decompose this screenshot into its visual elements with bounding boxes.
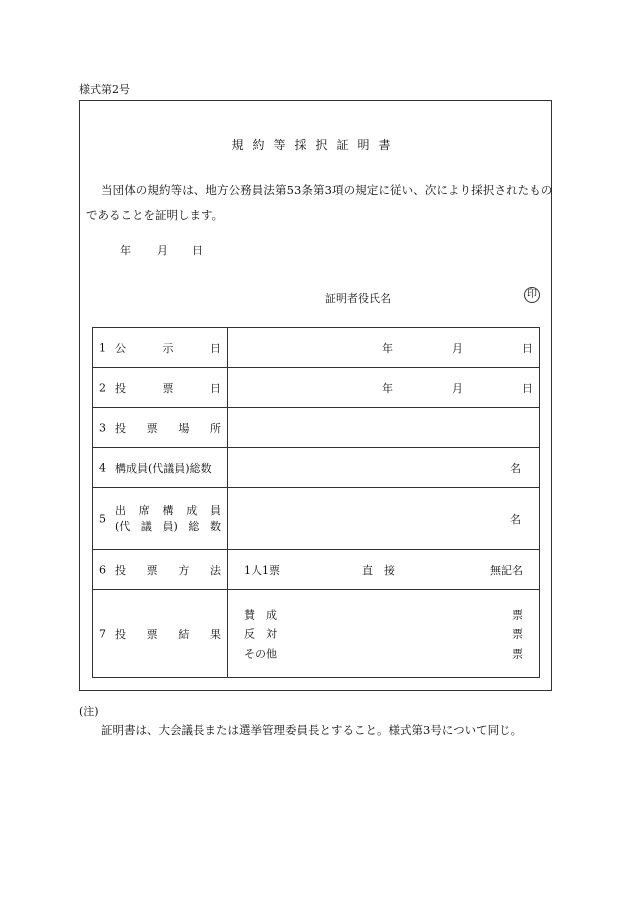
label-char: 示 xyxy=(162,341,174,355)
label-char: 票 xyxy=(146,563,158,577)
document-title: 規約等採択証明書 xyxy=(231,138,400,152)
year-label: 年 xyxy=(382,381,393,395)
row-label xyxy=(115,380,221,396)
label-char: 票 xyxy=(162,381,174,395)
row-label-cell xyxy=(93,550,228,590)
details-table xyxy=(92,327,540,678)
month-label: 月 xyxy=(452,381,463,395)
attending-members-field[interactable] xyxy=(228,488,540,550)
unit-label: 票 xyxy=(512,608,523,621)
row-label-cell xyxy=(93,448,228,488)
row-label xyxy=(115,340,221,356)
label-char: 日 xyxy=(210,381,221,395)
seal-mark: 印 xyxy=(524,287,540,303)
label-char: 投 xyxy=(115,381,126,395)
label-char: 投 xyxy=(115,421,126,435)
unit-label: 票 xyxy=(512,627,523,641)
table-row xyxy=(93,408,540,448)
label-char: 議 xyxy=(140,519,152,533)
date-year: 年 xyxy=(120,244,131,257)
row-number: 4 xyxy=(99,461,106,474)
table-row xyxy=(93,448,540,488)
label-char: 総 xyxy=(188,519,200,533)
label-char: 票 xyxy=(146,627,158,641)
label-char: 投 xyxy=(115,627,126,641)
table-row xyxy=(93,590,540,678)
label-char: (代 xyxy=(115,519,131,533)
label-char: 構 xyxy=(162,503,174,517)
statement-line-1: 当団体の規約等は、地方公務員法第53条第3項の規定に従い、次により採択されたもの xyxy=(101,183,553,197)
notes-heading: (注) xyxy=(79,705,99,718)
row-label xyxy=(115,420,221,436)
label-char: 公 xyxy=(115,341,126,355)
label-char: 果 xyxy=(209,627,221,641)
row-label-cell xyxy=(93,368,228,408)
date-day: 日 xyxy=(192,244,203,257)
label-char: 席 xyxy=(138,503,150,517)
table-row xyxy=(93,328,540,368)
result-other-label: その他 xyxy=(244,647,277,660)
voting-method-field xyxy=(228,550,540,590)
row-label: 構成員(代議員)総数 xyxy=(115,461,212,475)
label-char: 票 xyxy=(146,421,158,435)
label-char: 日 xyxy=(210,341,221,355)
day-label: 日 xyxy=(522,341,533,355)
table-row xyxy=(93,550,540,590)
result-units xyxy=(512,606,523,661)
day-label: 日 xyxy=(522,381,533,395)
label-char: 投 xyxy=(115,563,126,577)
row-label-cell xyxy=(93,590,228,678)
form-number: 様式第2号 xyxy=(79,83,130,96)
row-number: 2 xyxy=(99,381,106,394)
row-label xyxy=(115,562,221,578)
voting-results-field[interactable] xyxy=(228,590,540,678)
result-approve-label: 賛 成 xyxy=(244,608,277,621)
direct-vote: 直 接 xyxy=(362,563,395,577)
certifier-label: 証明者役氏名 xyxy=(325,292,391,305)
voting-place-field[interactable] xyxy=(228,408,540,448)
row-number: 3 xyxy=(99,421,106,434)
label-char: 場 xyxy=(178,421,190,435)
notes-text: 証明書は、大会議長または選挙管理委員長とすること。様式第3号について同じ。 xyxy=(101,723,523,737)
row-label xyxy=(115,626,221,642)
row-label-cell xyxy=(93,328,228,368)
row-label-cell xyxy=(93,408,228,448)
month-label: 月 xyxy=(452,341,463,355)
result-labels xyxy=(244,606,277,661)
certificate-frame xyxy=(79,100,552,691)
secret-ballot: 無記名 xyxy=(490,563,523,577)
row-number: 6 xyxy=(99,563,106,576)
row-number: 5 xyxy=(99,512,106,525)
label-char: 員) xyxy=(162,519,178,533)
one-person-one-vote: 1人1票 xyxy=(244,563,280,577)
announcement-date-field[interactable] xyxy=(228,328,540,368)
unit-label: 票 xyxy=(512,647,523,660)
year-label: 年 xyxy=(382,341,393,355)
row-number: 1 xyxy=(99,341,106,354)
label-char: 数 xyxy=(209,519,221,533)
row-number: 7 xyxy=(99,627,106,640)
label-char: 方 xyxy=(178,563,190,577)
label-char: 結 xyxy=(178,627,190,641)
unit-label: 名 xyxy=(510,461,521,475)
unit-label: 名 xyxy=(510,512,521,526)
label-char: 員 xyxy=(210,503,221,517)
row-label-cell xyxy=(93,488,228,550)
label-char: 法 xyxy=(209,563,221,577)
label-char: 成 xyxy=(186,503,198,517)
statement-line-2: であることを証明します。 xyxy=(86,208,224,222)
table-row xyxy=(93,368,540,408)
result-oppose-label: 反 対 xyxy=(244,627,277,641)
row-label xyxy=(115,503,221,535)
voting-date-field[interactable] xyxy=(228,368,540,408)
label-char: 出 xyxy=(115,503,126,517)
table-row xyxy=(93,488,540,550)
date-month: 月 xyxy=(157,244,168,257)
total-members-field[interactable] xyxy=(228,448,540,488)
label-char: 所 xyxy=(209,421,221,435)
